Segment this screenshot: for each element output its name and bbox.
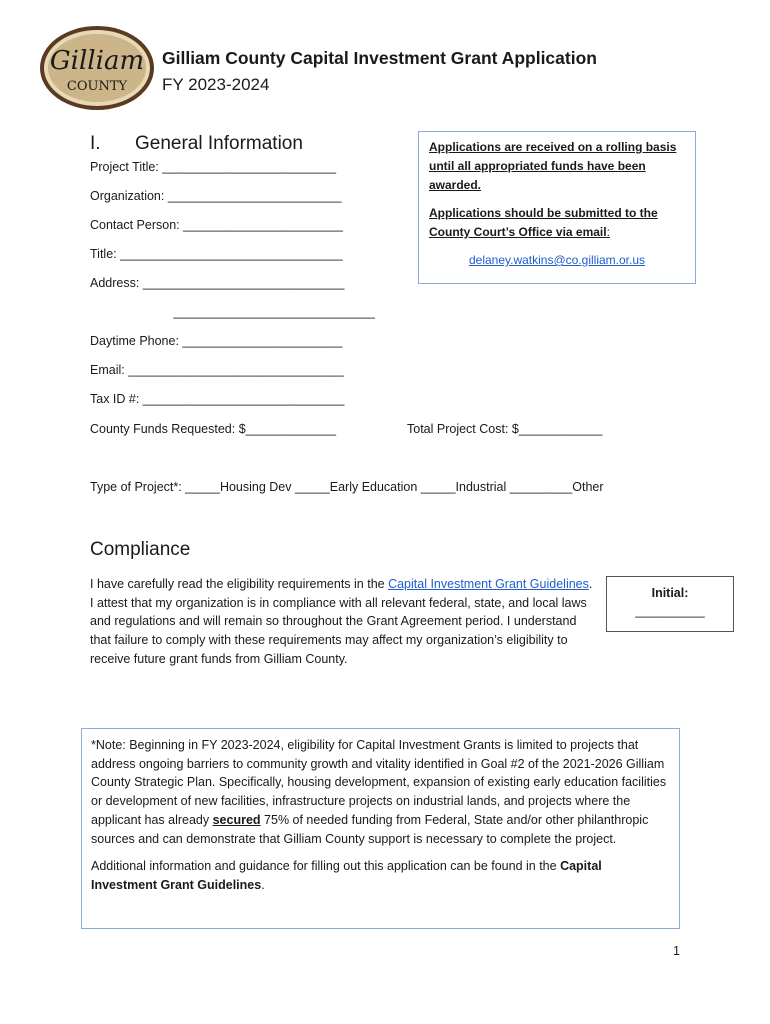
county-funds-field[interactable]: County Funds Requested: $_____________	[90, 422, 337, 436]
additional-text: Additional information and guidance for filling out this application can be found in the	[91, 859, 561, 874]
compliance-statement	[90, 575, 596, 669]
submission-email-link[interactable]: delaney.watkins@co.gilliam.or.us	[468, 253, 646, 267]
submission-colon: :	[606, 225, 610, 239]
contact-person-field[interactable]: Contact Person: _______________________	[90, 218, 343, 232]
address-line-2-field[interactable]: _____________________________	[90, 305, 375, 319]
logo-text-bottom: COUNTY	[66, 79, 128, 94]
document-title: Gilliam County Capital Investment Grant Application	[162, 48, 597, 68]
note-text-1: *Note: Beginning in FY 2023-2024, eligibility for Capital Investment Grants is limited to projects that address ongoing barriers to community growth and vitality identified in Goal #2 of the 2021-2026 Gilliam County Strategic Plan. Specifically, housing development, expansion of existing early education facilities or development of new facilities, infrastructure projects on industrial lands, and projects where the applicant has already	[91, 738, 667, 827]
submission-info-box	[418, 131, 696, 284]
compliance-text-end: . I attest that my organization is in compliance with all relevant federal, state, and local laws and regulations and will remain so throughout the Grant Agreement period. I understand that failure to comply with these requirements may affect my organization’s eligibility to receive future grant funds from Gilliam County.	[90, 577, 593, 666]
total-cost-field[interactable]: Total Project Cost: $____________	[407, 422, 603, 436]
submission-text: Applications should be submitted to the County Court’s Office via email	[429, 206, 658, 239]
compliance-heading: Compliance	[90, 539, 191, 560]
guidelines-link[interactable]: Capital Investment Grant Guidelines	[388, 577, 589, 591]
note-text-2: 75% of needed funding from Federal, State and/or other philanthropic sources and can demonstrate that Gilliam County support is necessary to complete the project.	[91, 812, 649, 846]
initial-line: __________	[635, 604, 705, 618]
fiscal-year: FY 2023-2024	[162, 75, 270, 94]
project-title-field[interactable]: Project Title: _________________________	[90, 160, 337, 174]
general-info-heading	[90, 133, 303, 155]
additional-info	[91, 857, 670, 894]
rolling-basis-text: Applications are received on a rolling basis until all appropriated funds have been awarded.	[429, 140, 677, 192]
organization-field[interactable]: Organization: _________________________	[90, 189, 342, 203]
section-title: General Information	[135, 133, 303, 154]
project-type-field[interactable]: Type of Project*: _____Housing Dev _____Early Education _____Industrial _________Other	[90, 480, 604, 494]
additional-guidelines: Capital Investment Grant Guidelines	[91, 859, 602, 892]
eligibility-note-box	[81, 728, 680, 929]
initial-label: Initial:	[651, 586, 689, 600]
county-logo	[38, 24, 156, 112]
additional-period: .	[261, 877, 265, 892]
daytime-phone-field[interactable]: Daytime Phone: _______________________	[90, 334, 343, 348]
address-field[interactable]: Address: _____________________________	[90, 276, 345, 290]
compliance-text-start: I have carefully read the eligibility requirements in the	[90, 577, 389, 591]
section-number: I.	[90, 133, 101, 154]
submission-instructions	[429, 204, 685, 242]
title-field[interactable]: Title: ________________________________	[90, 247, 343, 261]
note-emphasis: secured	[212, 812, 261, 827]
initial-box[interactable]	[606, 576, 734, 632]
page-number: 1	[673, 944, 680, 958]
eligibility-note	[91, 736, 670, 848]
logo-text-top: Gilliam	[49, 46, 145, 76]
tax-id-field[interactable]: Tax ID #: _____________________________	[90, 392, 345, 406]
email-field[interactable]: Email: _______________________________	[90, 363, 344, 377]
